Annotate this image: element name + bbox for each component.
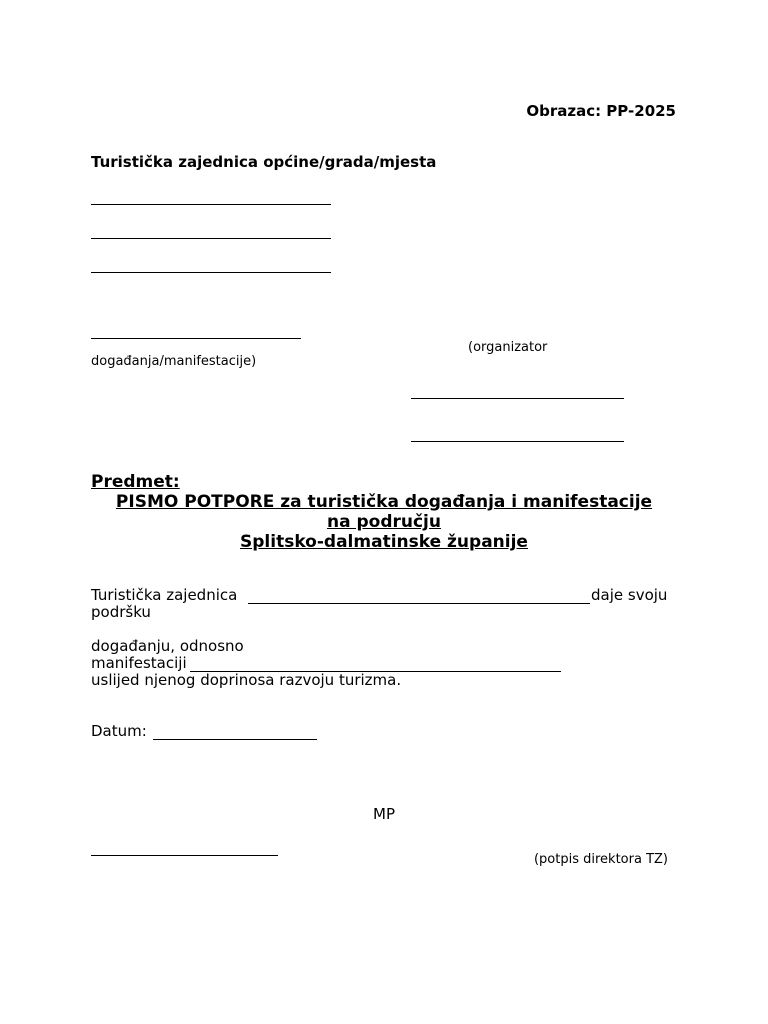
address-blank-2 bbox=[91, 238, 331, 239]
form-code: Obrazac: PP-2025 bbox=[526, 102, 676, 120]
organizer-blank bbox=[91, 338, 301, 339]
body-line1-suffix: daje svoju bbox=[591, 586, 668, 604]
address-blank-1 bbox=[91, 204, 331, 205]
organizer-label-part2: događanja/manifestacije) bbox=[91, 354, 257, 369]
body-line1-blank bbox=[248, 603, 590, 604]
stamp-label: MP bbox=[373, 805, 395, 823]
body-line4-prefix: manifestaciji bbox=[91, 654, 187, 672]
body-line1-prefix: Turistička zajednica bbox=[91, 586, 243, 604]
subject-title-line1: PISMO POTPORE za turistička događanja i manifestacije bbox=[115, 492, 653, 512]
subject-title-line3: Splitsko-dalmatinske županije bbox=[240, 532, 528, 552]
body-line2: podršku bbox=[91, 603, 151, 621]
date-blank bbox=[153, 739, 317, 740]
date-label: Datum: bbox=[91, 722, 152, 740]
address-blank-3 bbox=[91, 272, 331, 273]
subject-label: Predmet: bbox=[91, 472, 180, 492]
subject-title-line2: na području bbox=[326, 512, 441, 532]
right-blank-1 bbox=[411, 398, 624, 399]
addressee-heading: Turistička zajednica općine/grada/mjesta bbox=[91, 153, 437, 171]
signature-blank bbox=[91, 855, 278, 856]
body-line3: događanju, odnosno bbox=[91, 637, 244, 655]
body-line5: uslijed njenog doprinosa razvoju turizma. bbox=[91, 671, 402, 689]
signature-label: (potpis direktora TZ) bbox=[533, 852, 668, 867]
right-blank-2 bbox=[411, 441, 624, 442]
organizer-label-part1: (organizator bbox=[468, 340, 548, 355]
